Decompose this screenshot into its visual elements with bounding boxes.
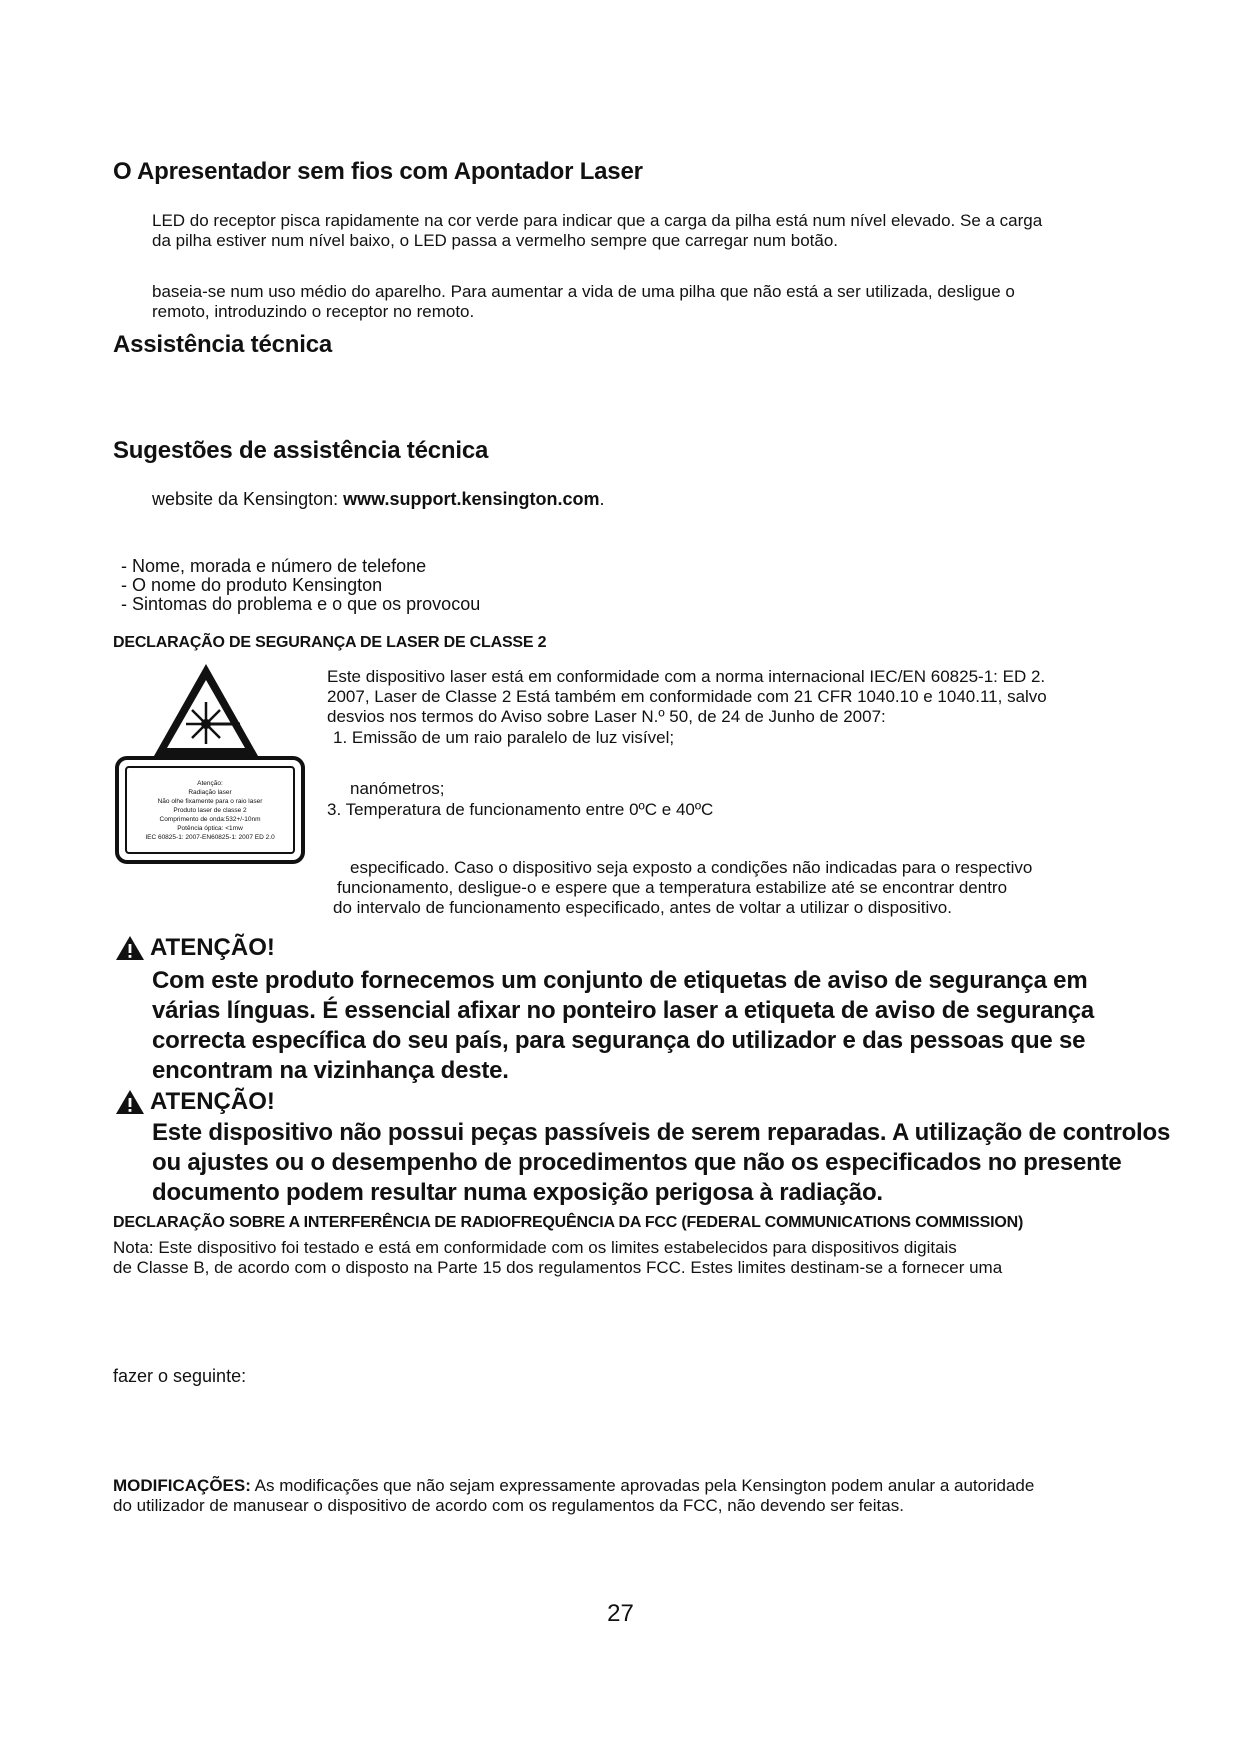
laser-spec-text <box>333 858 1032 918</box>
info-list <box>121 557 480 614</box>
label-line: IEC 60825-1: 2007-EN60825-1: 2007 ED 2.0 <box>145 833 275 841</box>
label-line: Potência óptica: <1mw <box>177 824 243 832</box>
warning2-line: ou ajustes ou o desempenho de procedimentos que não os especificados no presente <box>152 1149 1122 1176</box>
fcc-line-2: de Classe B, de acordo com o disposto na Parte 15 dos regulamentos FCC. Estes limites destinam-se a fornecer uma <box>113 1258 1003 1277</box>
modifications-line-2: do utilizador de manusear o dispositivo de acordo com os regulamentos da FCC, não devendo ser feitas. <box>113 1496 904 1515</box>
website-link[interactable]: www.support.kensington.com <box>343 489 600 509</box>
laser-line-3: desvios nos termos do Aviso sobre Laser N.º 50, de 24 de Junho de 2007: <box>327 707 886 726</box>
list-item: - Nome, morada e número de telefone <box>121 557 480 576</box>
warning2-line: documento podem resultar numa exposição perigosa à radiação. <box>152 1179 883 1206</box>
laser-line-2: 2007, Laser de Classe 2 Está também em conformidade com 21 CFR 1040.10 e 1040.11, salvo <box>327 687 1047 706</box>
section-heading-tips: Sugestões de assistência técnica <box>113 437 489 464</box>
modifications-label: MODIFICAÇÕES: <box>113 1476 251 1495</box>
led-paragraph <box>152 211 1042 251</box>
warning1-line: Com este produto fornecemos um conjunto de etiquetas de aviso de segurança em <box>152 967 1088 994</box>
battery-line-2: remoto, introduzindo o receptor no remoto. <box>152 302 475 321</box>
warning-title-1: ATENÇÃO! <box>150 934 275 961</box>
warning-icon <box>115 935 145 961</box>
warning-text-1 <box>152 966 1094 1086</box>
laser-warning-triangle-icon <box>150 660 262 760</box>
laser-line-1: Este dispositivo laser está em conformidade com a norma internacional IEC/EN 60825-1: ED 2. <box>327 667 1046 686</box>
led-line-1: LED do receptor pisca rapidamente na cor verde para indicar que a carga da pilha está num nível elevado. Se a carga <box>152 211 1043 230</box>
label-line: Não olhe fixamente para o raio laser <box>157 797 263 805</box>
laser-compliance-text <box>327 667 1047 727</box>
website-suffix: . <box>599 489 605 509</box>
warning1-line: correcta específica do seu país, para segurança do utilizador e das pessoas que se <box>152 1027 1086 1054</box>
fcc-paragraph <box>113 1238 1002 1278</box>
list-item: - O nome do produto Kensington <box>121 576 480 595</box>
fcc-follow-text: fazer o seguinte: <box>113 1366 247 1386</box>
warning-icon <box>115 1089 145 1115</box>
warning1-line: encontram na vizinhança deste. <box>152 1057 509 1084</box>
label-line: Comprimento de onda:532+/-10nm <box>159 815 261 823</box>
section-heading-presenter: O Apresentador sem fios com Apontador Laser <box>113 158 643 185</box>
laser-item-3: 3. Temperatura de funcionamento entre 0ºC e 40ºC <box>327 800 714 819</box>
modifications-paragraph <box>113 1476 1034 1516</box>
laser-warning-label <box>115 756 305 864</box>
laser-safety-heading: DECLARAÇÃO DE SEGURANÇA DE LASER DE CLASSE 2 <box>113 634 547 651</box>
led-line-2: da pilha estiver num nível baixo, o LED passa a vermelho sempre que carregar num botão. <box>152 231 839 250</box>
label-line: Radiação laser <box>188 788 232 796</box>
laser-spec-line-1: especificado. Caso o dispositivo seja exposto a condições não indicadas para o respectivo <box>350 858 1033 877</box>
laser-item-2-tail: nanómetros; <box>350 779 445 798</box>
warning2-line: Este dispositivo não possui peças passíveis de serem reparadas. A utilização de controlos <box>152 1119 1171 1146</box>
fcc-line-1: Nota: Este dispositivo foi testado e está em conformidade com os limites estabelecidos para dispositivos digitais <box>113 1238 957 1257</box>
battery-line-1: baseia-se num uso médio do aparelho. Para aumentar a vida de uma pilha que não está a ser utilizada, desligue o <box>152 282 1015 301</box>
warning-text-2 <box>152 1118 1170 1208</box>
website-prefix: website da Kensington: <box>152 489 344 509</box>
label-line: Atenção: <box>197 779 223 787</box>
label-line: Produto laser de classe 2 <box>173 806 247 814</box>
website-line <box>152 489 605 509</box>
warning1-line: várias línguas. É essencial afixar no ponteiro laser a etiqueta de aviso de segurança <box>152 997 1095 1024</box>
laser-spec-line-3: do intervalo de funcionamento especificado, antes de voltar a utilizar o dispositivo. <box>333 898 952 917</box>
battery-paragraph <box>152 282 1015 322</box>
section-heading-support: Assistência técnica <box>113 331 332 358</box>
laser-spec-line-2: funcionamento, desligue-o e espere que a temperatura estabilize até se encontrar dentro <box>337 878 1008 897</box>
laser-item-1: 1. Emissão de um raio paralelo de luz visível; <box>333 728 675 747</box>
list-item: - Sintomas do problema e o que os provocou <box>121 595 480 614</box>
warning-title-2: ATENÇÃO! <box>150 1088 275 1115</box>
modifications-line-1: As modificações que não sejam expressamente aprovadas pela Kensington podem anular a autoridade <box>250 1476 1035 1495</box>
fcc-heading: DECLARAÇÃO SOBRE A INTERFERÊNCIA DE RADIOFREQUÊNCIA DA FCC (FEDERAL COMMUNICATIONS COMMISSION) <box>113 1214 1024 1231</box>
page-number: 27 <box>607 1600 634 1627</box>
laser-warning-label-inner <box>125 766 295 854</box>
